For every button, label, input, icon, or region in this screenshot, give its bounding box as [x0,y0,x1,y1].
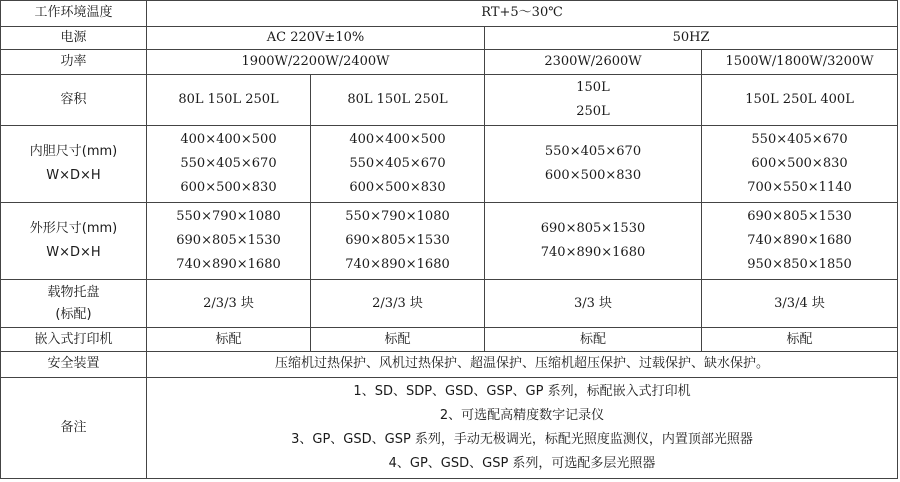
cell-line: 150L [576,79,610,95]
row-label-outer-size [1,202,147,280]
cell-line: 550×790×1080 [345,209,450,224]
cell-line: 600×500×830 [751,155,848,171]
tray-cell-1: 2/3/3 块 [147,280,311,328]
printer-cell-3: 标配 [485,328,702,352]
table-row [1,377,898,478]
note-line: 1、SD、SDP、GSD、GSP、GP 系列，标配嵌入式打印机 [353,383,691,399]
table-row [1,352,898,378]
inner-cell-4 [702,125,898,202]
notes-cell [147,377,898,478]
outer-cell-3 [485,202,702,280]
inner-cell-3 [485,125,702,202]
volume-cell-4: 150L 250L 400L [702,74,898,125]
cell-line: 400×400×500 [349,131,446,147]
table-row [1,26,898,50]
table-row [1,1,898,27]
cell-line: 400×400×500 [180,131,277,147]
table-row [1,125,898,202]
row-label-tray [1,280,147,328]
table-row [1,74,898,125]
tray-cell-4: 3/3/4 块 [702,280,898,328]
power-value-1: 1900W/2200W/2400W [147,50,485,75]
cell-line: 550×405×670 [180,155,277,171]
label-line: 载物托盘 [47,284,100,300]
printer-cell-4: 标配 [702,328,898,352]
row-label-power-source: 电源 [1,26,147,50]
volume-cell-3 [485,74,702,125]
cell-line: 690×805×1530 [747,209,852,224]
tray-cell-2: 2/3/3 块 [311,280,485,328]
safety-value: 压缩机过热保护、风机过热保护、超温保护、压缩机超压保护、过载保护、缺水保护。 [147,352,898,378]
label-line: 内胆尺寸(mm) [29,143,118,159]
row-label-temperature: 工作环境温度 [1,1,147,27]
inner-cell-2 [311,125,485,202]
cell-line: 550×405×670 [751,131,848,147]
table-row [1,50,898,75]
cell-line: 550×405×670 [349,155,446,171]
cell-line: 550×405×670 [544,143,642,159]
row-label-volume: 容积 [1,74,147,125]
note-line: 3、GP、GSD、GSP 系列，手动无极调光，标配光照度监测仪，内置顶部光照器 [291,431,753,447]
row-label-printer: 嵌入式打印机 [1,328,147,352]
row-label-notes: 备注 [1,377,147,478]
voltage-value: AC 220V±10% [147,26,485,50]
power-value-2: 2300W/2600W [485,50,702,75]
cell-line: 600×500×830 [349,179,446,195]
cell-line: 690×805×1530 [540,221,646,236]
temperature-value: RT+5～30℃ [147,1,898,27]
cell-line: 740×890×1680 [345,257,450,272]
cell-line: 690×805×1530 [176,233,281,248]
row-label-inner-size [1,125,147,202]
printer-cell-2: 标配 [311,328,485,352]
cell-line: 250L [576,103,610,119]
outer-cell-4 [702,202,898,280]
cell-line: 740×890×1680 [540,245,646,260]
cell-line: 700×550×1140 [747,179,852,195]
label-line: (标配) [55,306,92,322]
label-line: 外形尺寸(mm) [29,221,118,236]
cell-line: 690×805×1530 [345,233,450,248]
outer-cell-2 [311,202,485,280]
table-row [1,328,898,352]
note-line: 4、GP、GSD、GSP 系列，可选配多层光照器 [388,455,656,471]
frequency-value: 50HZ [485,26,898,50]
row-label-power: 功率 [1,50,147,75]
outer-cell-1 [147,202,311,280]
cell-line: 600×500×830 [544,167,642,183]
cell-line: 600×500×830 [180,179,277,195]
table-row [1,202,898,280]
cell-line: 740×890×1680 [176,257,281,272]
label-line: W×D×H [46,167,101,183]
cell-line: 950×850×1850 [747,257,852,272]
volume-cell-2: 80L 150L 250L [311,74,485,125]
note-line: 2、可选配高精度数字记录仪 [439,407,605,423]
label-line: W×D×H [46,245,101,260]
cell-line: 740×890×1680 [747,233,852,248]
volume-cell-1: 80L 150L 250L [147,74,311,125]
cell-line: 550×790×1080 [176,209,281,224]
power-value-3: 1500W/1800W/3200W [702,50,898,75]
row-label-safety: 安全装置 [1,352,147,378]
inner-cell-1 [147,125,311,202]
table-row [1,280,898,328]
printer-cell-1: 标配 [147,328,311,352]
tray-cell-3: 3/3 块 [485,280,702,328]
